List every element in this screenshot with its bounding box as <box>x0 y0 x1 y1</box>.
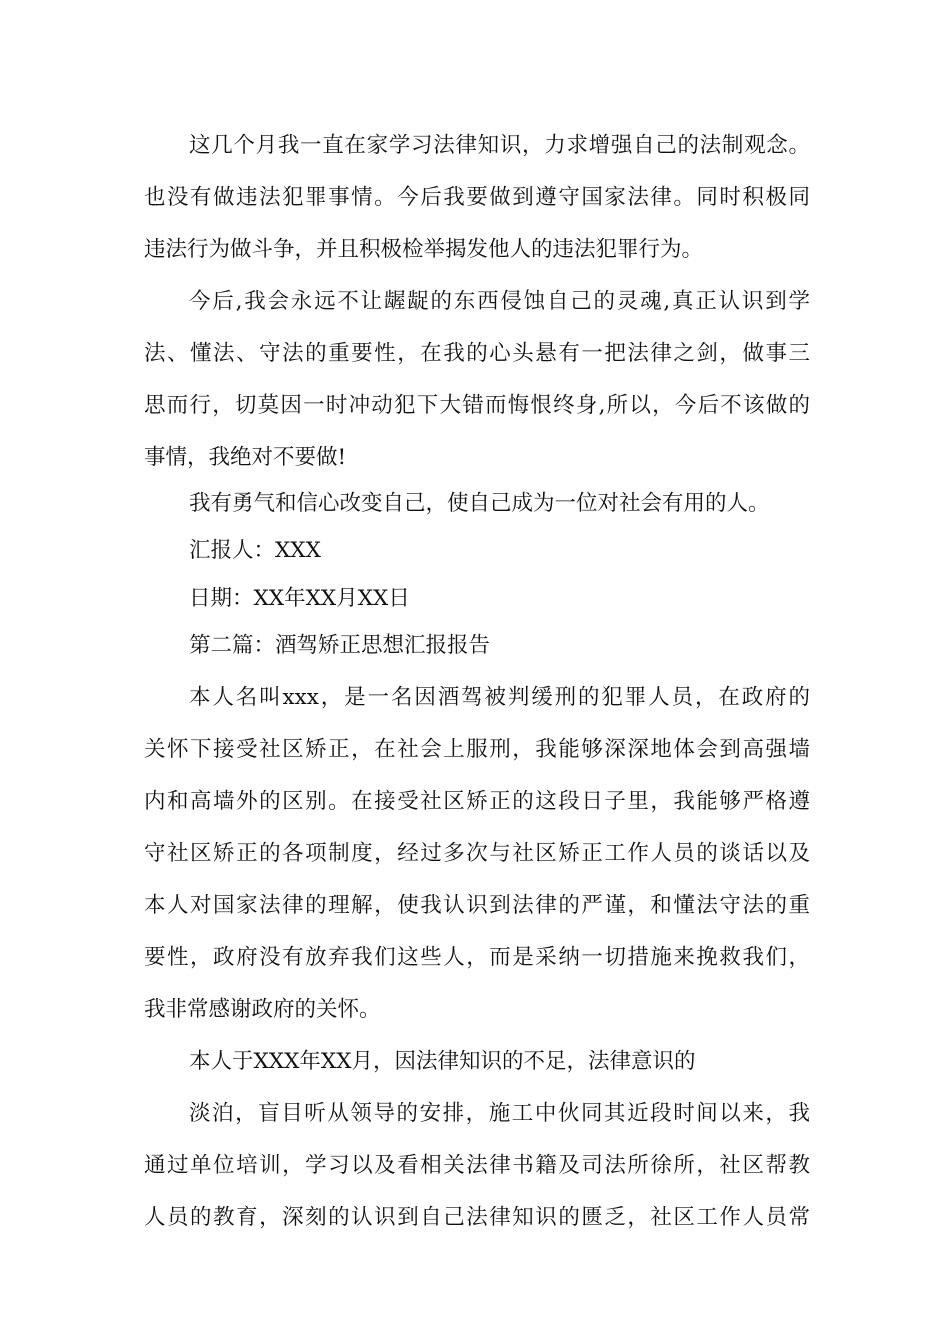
text-line: 今后,我会永远不让龌龊的东西侵蚀自己的灵魂,真正认识到学 <box>189 289 810 314</box>
text-line: 法、懂法、守法的重要性，在我的心头悬有一把法律之剑，做事三 <box>144 341 810 366</box>
text-line: 违法行为做斗争，并且积极检举揭发他人的违法犯罪行为。 <box>144 237 704 262</box>
text-line: 这几个月我一直在家学习法律知识，力求增强自己的法制观念。 <box>189 133 810 158</box>
text-line: 我非常感谢政府的关怀。 <box>144 997 381 1022</box>
text-line: 也没有做违法犯罪事情。今后我要做到遵守国家法律。同时积极同 <box>144 185 810 210</box>
text-line: 汇报人：XXX <box>189 538 321 563</box>
text-line: 内和高墙外的区别。在接受社区矫正的这段日子里，我能够严格遵 <box>144 789 810 814</box>
text-line: 淡泊，盲目听从领导的安排，施工中伙同其近段时间以来，我 <box>189 1101 810 1126</box>
text-line: 守社区矫正的各项制度，经过多次与社区矫正工作人员的谈话以及 <box>144 841 810 866</box>
text-line: 思而行，切莫因一时冲动犯下大错而悔恨终身,所以，今后不该做的 <box>144 393 810 418</box>
text-line: 事情，我绝对不要做! <box>144 445 347 470</box>
text-line: 本人名叫xxx，是一名因酒驾被判缓刑的犯罪人员，在政府的 <box>189 685 810 710</box>
text-line: 人员的教育，深刻的认识到自己法律知识的匮乏，社区工作人员常 <box>144 1205 810 1230</box>
text-line: 我有勇气和信心改变自己，使自己成为一位对社会有用的人。 <box>189 491 770 516</box>
text-line: 关怀下接受社区矫正，在社会上服刑，我能够深深地体会到高强墙 <box>144 737 810 762</box>
section-heading: 第二篇：酒驾矫正思想汇报报告 <box>189 633 491 658</box>
text-line: 本人于XXX年XX月，因法律知识的不足，法律意识的 <box>189 1049 696 1074</box>
text-line: 本人对国家法律的理解，使我认识到法律的严谨，和懂法守法的重 <box>144 893 810 918</box>
text-line: 通过单位培训，学习以及看相关法律书籍及司法所徐所，社区帮教 <box>144 1153 810 1178</box>
text-line: 日期：XX年XX月XX日 <box>189 586 410 611</box>
text-line: 要性，政府没有放弃我们这些人，而是采纳一切措施来挽救我们， <box>144 945 810 970</box>
